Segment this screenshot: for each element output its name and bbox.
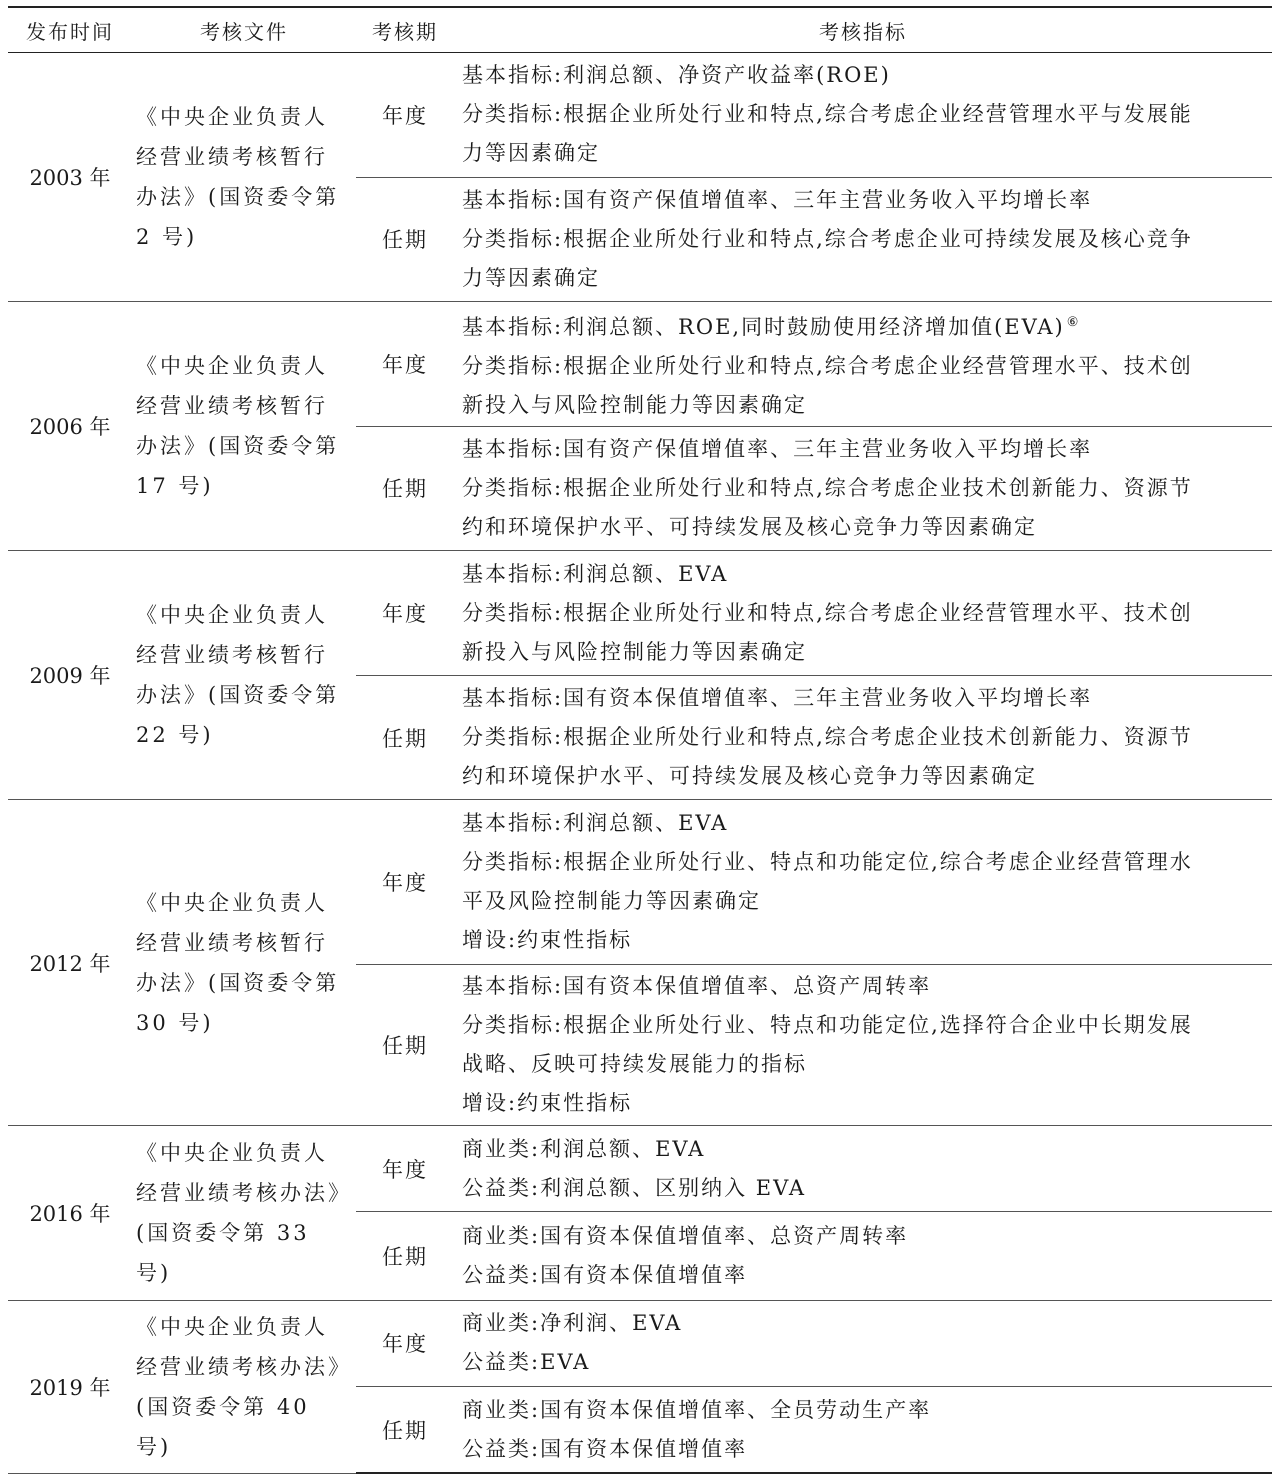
year-cell: 2009 年 (8, 551, 132, 800)
header-file: 考核文件 (132, 7, 356, 53)
period-annual: 年度 (356, 800, 454, 965)
indicator-cell (454, 426, 1272, 551)
table-row (8, 302, 1272, 427)
indicator-line: 公益类:EVA (462, 1350, 591, 1375)
indicator-cell (454, 551, 1272, 676)
period-annual: 年度 (356, 551, 454, 676)
footnote-marker: ⑥ (1066, 314, 1081, 330)
indicator-cell (454, 1212, 1272, 1300)
indicator-line: 公益类:国有资本保值增值率 (462, 1262, 748, 1287)
indicator-line: 商业类:国有资本保值增值率、全员劳动生产率 (462, 1397, 932, 1422)
file-cell: 《中央企业负责人经营业绩考核暂行办法》(国资委令第 2 号) (132, 53, 356, 302)
indicator-cell (454, 1125, 1272, 1211)
table-row (8, 800, 1272, 965)
period-term: 任期 (356, 1387, 454, 1473)
year-cell: 2016 年 (8, 1125, 132, 1300)
header-indicators: 考核指标 (454, 7, 1272, 53)
table-row (8, 551, 1272, 676)
indicator-cell (454, 302, 1272, 427)
period-annual: 年度 (356, 1125, 454, 1211)
table-row (8, 1125, 1272, 1211)
year-cell: 2006 年 (8, 302, 132, 551)
indicator-line: 分类指标:根据企业所处行业和特点,综合考虑企业经营管理水平、技术创 (462, 600, 1193, 625)
period-term: 任期 (356, 177, 454, 302)
period-term: 任期 (356, 965, 454, 1126)
header-date: 发布时间 (8, 7, 132, 53)
indicator-line: 基本指标:利润总额、EVA (462, 811, 729, 836)
indicator-line: 基本指标:国有资产保值增值率、三年主营业务收入平均增长率 (462, 187, 1093, 212)
indicator-line: 平及风险控制能力等因素确定 (462, 889, 761, 914)
indicator-line: 力等因素确定 (462, 265, 600, 290)
indicator-line: 基本指标:利润总额、净资产收益率(ROE) (462, 63, 891, 88)
indicator-line: 公益类:国有资本保值增值率 (462, 1436, 748, 1461)
indicator-line: 分类指标:根据企业所处行业和特点,综合考虑企业技术创新能力、资源节 (462, 725, 1193, 750)
header-period: 考核期 (356, 7, 454, 53)
indicator-line: 约和环境保护水平、可持续发展及核心竞争力等因素确定 (462, 514, 1037, 539)
indicator-cell (454, 800, 1272, 965)
file-cell: 《中央企业负责人经营业绩考核暂行办法》(国资委令第 17 号) (132, 302, 356, 551)
indicator-line: 分类指标:根据企业所处行业和特点,综合考虑企业经营管理水平、技术创 (462, 353, 1193, 378)
indicator-line: 增设:约束性指标 (462, 1090, 633, 1115)
indicator-cell (454, 1387, 1272, 1473)
period-annual: 年度 (356, 1300, 454, 1386)
indicator-cell (454, 177, 1272, 302)
indicator-line: 分类指标:根据企业所处行业、特点和功能定位,选择符合企业中长期发展 (462, 1012, 1193, 1037)
table-row (8, 53, 1272, 178)
indicator-line: 基本指标:利润总额、EVA (462, 561, 729, 586)
year-cell: 2012 年 (8, 800, 132, 1125)
indicator-line: 商业类:国有资本保值增值率、总资产周转率 (462, 1223, 909, 1248)
file-cell: 《中央企业负责人经营业绩考核办法》(国资委令第 33 号) (132, 1125, 356, 1300)
year-cell: 2003 年 (8, 53, 132, 302)
indicator-line: 分类指标:根据企业所处行业、特点和功能定位,综合考虑企业经营管理水 (462, 850, 1193, 875)
indicator-line: 基本指标:国有资本保值增值率、总资产周转率 (462, 973, 932, 998)
indicator-line: 公益类:利润总额、区别纳入 EVA (462, 1175, 806, 1200)
table-row (8, 1300, 1272, 1386)
indicator-line: 约和环境保护水平、可持续发展及核心竞争力等因素确定 (462, 764, 1037, 789)
indicator-line: 增设:约束性指标 (462, 928, 633, 953)
period-term: 任期 (356, 426, 454, 551)
indicator-line: 新投入与风险控制能力等因素确定 (462, 392, 807, 417)
indicator-line: 基本指标:国有资本保值增值率、三年主营业务收入平均增长率 (462, 686, 1093, 711)
indicator-cell (454, 53, 1272, 178)
indicator-line: 战略、反映可持续发展能力的指标 (462, 1051, 807, 1076)
indicator-line: 商业类:净利润、EVA (462, 1311, 683, 1336)
indicator-cell (454, 1300, 1272, 1386)
period-annual: 年度 (356, 53, 454, 178)
indicator-line: 分类指标:根据企业所处行业和特点,综合考虑企业经营管理水平与发展能 (462, 102, 1193, 127)
period-term: 任期 (356, 675, 454, 800)
period-annual: 年度 (356, 302, 454, 427)
year-cell: 2019 年 (8, 1300, 132, 1473)
file-cell: 《中央企业负责人经营业绩考核办法》(国资委令第 40 号) (132, 1300, 356, 1473)
indicator-cell (454, 675, 1272, 800)
indicator-line: 新投入与风险控制能力等因素确定 (462, 639, 807, 664)
header-row (8, 7, 1272, 53)
file-cell: 《中央企业负责人经营业绩考核暂行办法》(国资委令第 22 号) (132, 551, 356, 800)
indicator-line: 基本指标:国有资产保值增值率、三年主营业务收入平均增长率 (462, 436, 1093, 461)
file-cell: 《中央企业负责人经营业绩考核暂行办法》(国资委令第 30 号) (132, 800, 356, 1125)
assessment-table (8, 6, 1272, 1474)
indicator-cell (454, 965, 1272, 1126)
indicator-line: 商业类:利润总额、EVA (462, 1136, 706, 1161)
indicator-line: 分类指标:根据企业所处行业和特点,综合考虑企业可持续发展及核心竞争 (462, 226, 1193, 251)
period-term: 任期 (356, 1212, 454, 1300)
indicator-line: 力等因素确定 (462, 141, 600, 166)
indicator-line (462, 303, 1272, 347)
indicator-text: 基本指标:利润总额、ROE,同时鼓励使用经济增加值(EVA) (462, 314, 1065, 339)
indicator-line: 分类指标:根据企业所处行业和特点,综合考虑企业技术创新能力、资源节 (462, 475, 1193, 500)
